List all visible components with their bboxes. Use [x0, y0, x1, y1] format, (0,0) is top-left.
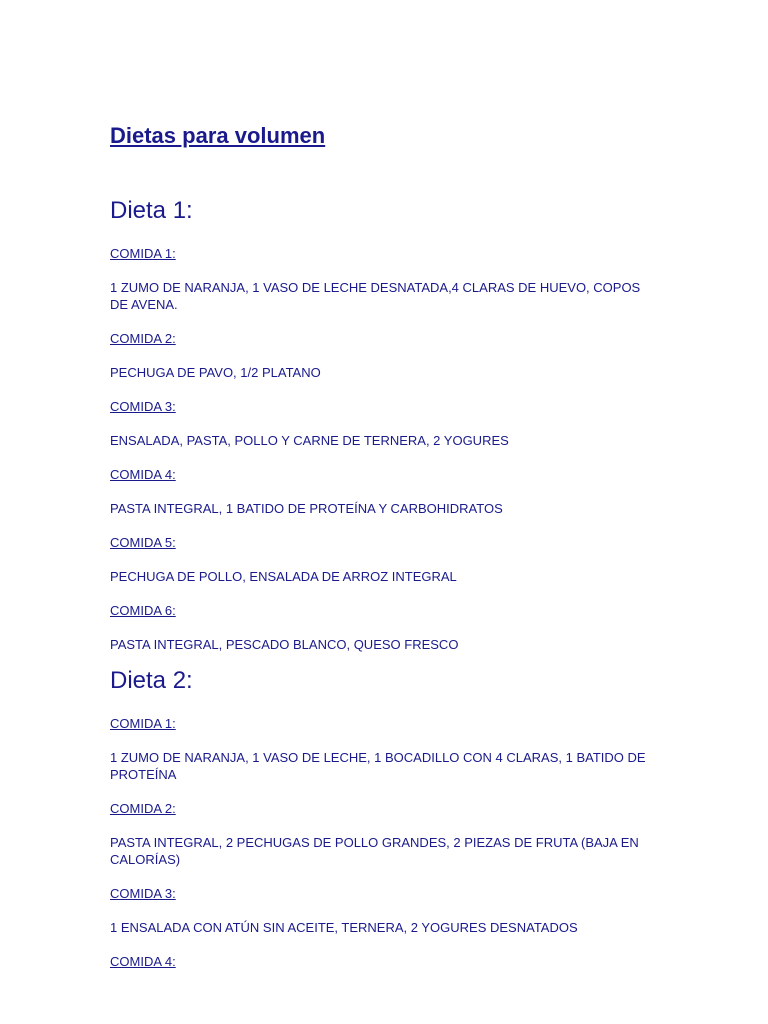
meal-label[interactable]: COMIDA 2: [110, 801, 176, 816]
meal-label[interactable]: COMIDA 3: [110, 399, 176, 414]
meal-label[interactable]: COMIDA 4: [110, 954, 176, 969]
meal-description: PASTA INTEGRAL, PESCADO BLANCO, QUESO FRESCO [110, 637, 459, 652]
document-content [110, 122, 655, 970]
meal-label[interactable]: COMIDA 5: [110, 535, 176, 550]
document-title[interactable]: Dietas para volumen [110, 123, 326, 148]
diet-heading: Dieta 2: [110, 667, 193, 694]
meal-description: PECHUGA DE POLLO, ENSALADA DE ARROZ INTEGRAL [110, 569, 457, 584]
meal-label[interactable]: COMIDA 1: [110, 716, 176, 731]
meal-description: 1 ZUMO DE NARANJA, 1 VASO DE LECHE DESNATADA,4 CLARAS DE HUEVO, COPOS DE AVENA. [110, 280, 641, 312]
meal-description: 1 ZUMO DE NARANJA, 1 VASO DE LECHE, 1 BOCADILLO CON 4 CLARAS, 1 BATIDO DE PROTEÍNA [110, 750, 646, 782]
diet-heading: Dieta 1: [110, 197, 193, 224]
meal-description: PECHUGA DE PAVO, 1/2 PLATANO [110, 365, 321, 380]
meal-label[interactable]: COMIDA 6: [110, 603, 176, 618]
meal-label[interactable]: COMIDA 1: [110, 246, 176, 261]
meal-description: 1 ENSALADA CON ATÚN SIN ACEITE, TERNERA, 2 YOGURES DESNATADOS [110, 920, 578, 935]
meal-label[interactable]: COMIDA 2: [110, 331, 176, 346]
meal-description: PASTA INTEGRAL, 1 BATIDO DE PROTEÍNA Y CARBOHIDRATOS [110, 501, 503, 516]
meal-label[interactable]: COMIDA 3: [110, 886, 176, 901]
meal-description: ENSALADA, PASTA, POLLO Y CARNE DE TERNERA, 2 YOGURES [110, 433, 509, 448]
meal-label[interactable]: COMIDA 4: [110, 467, 176, 482]
meal-description: PASTA INTEGRAL, 2 PECHUGAS DE POLLO GRANDES, 2 PIEZAS DE FRUTA (BAJA EN CALORÍAS) [110, 835, 639, 867]
